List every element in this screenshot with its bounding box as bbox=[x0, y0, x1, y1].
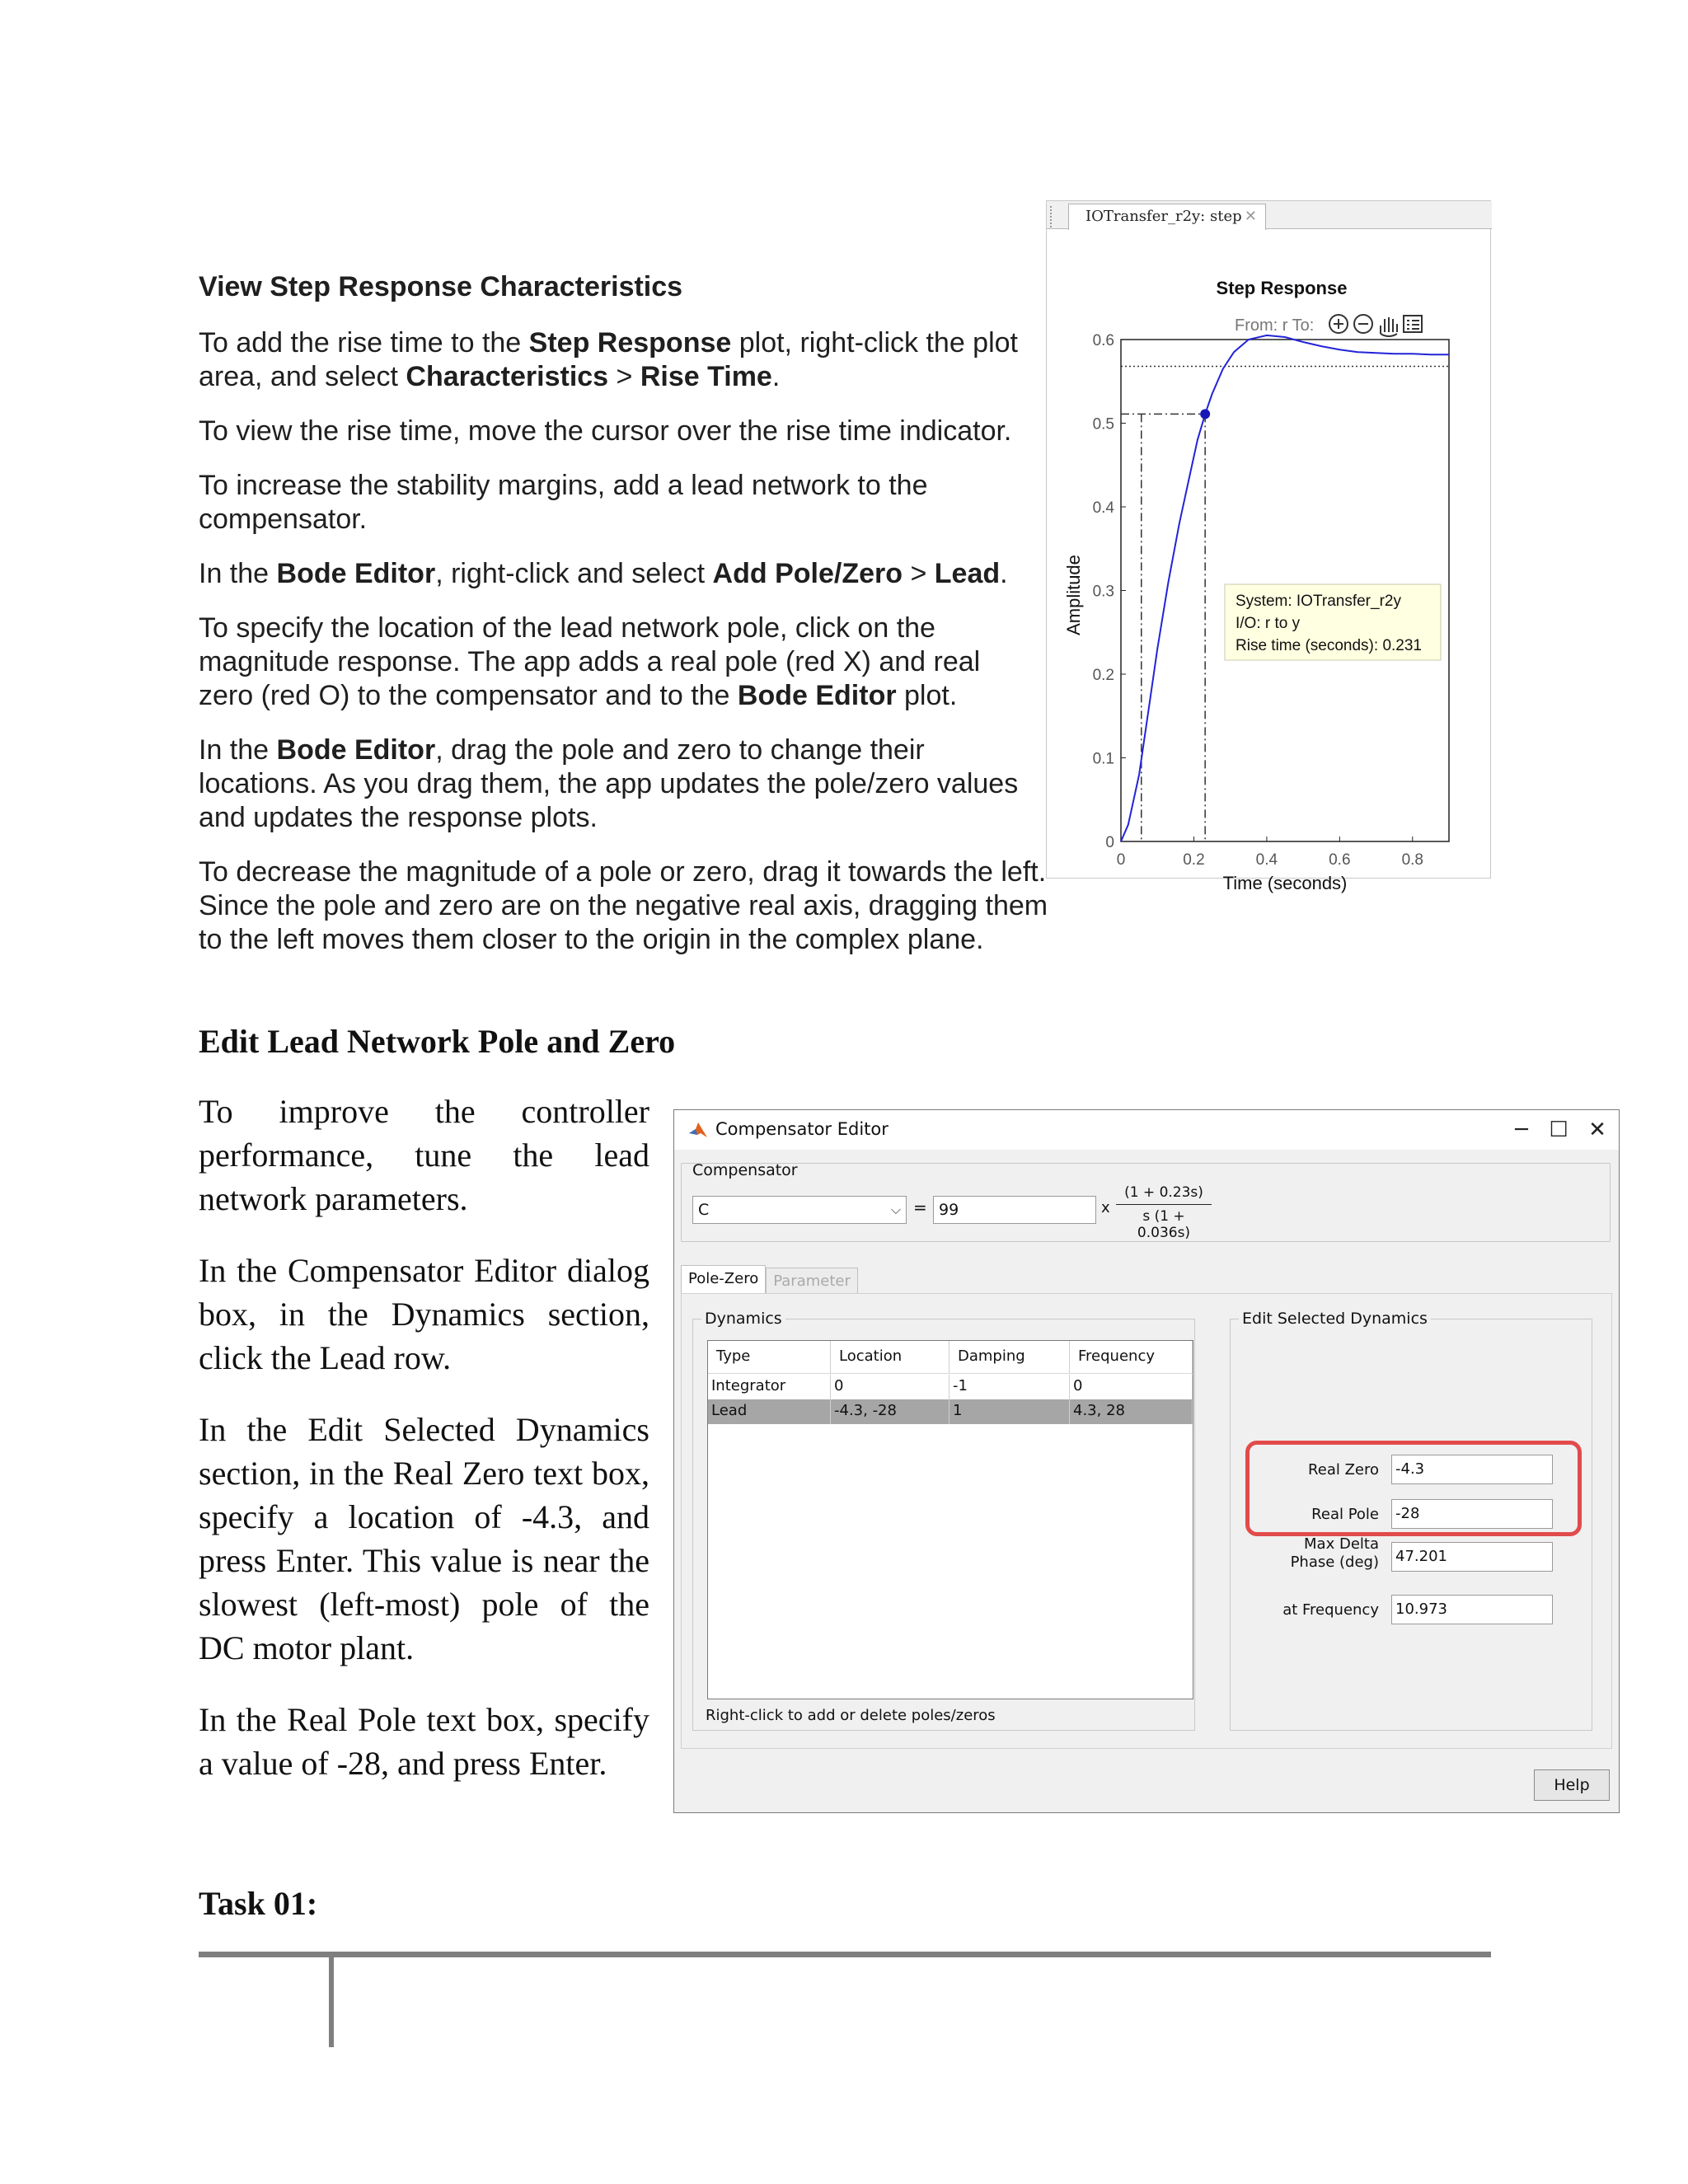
paragraph: To improve the controller performance, tune the lead network parameters. bbox=[199, 1093, 649, 1217]
edit-selected-dynamics-group bbox=[1230, 1310, 1592, 1731]
text: . bbox=[1000, 558, 1008, 589]
text: , right-click and select bbox=[435, 558, 713, 589]
pole-zero-panel bbox=[681, 1293, 1612, 1749]
bold-text: Lead bbox=[934, 558, 1001, 589]
text: , drag the pole and zero to change their locations. As you drag them, the app updates the pole/zero values and updates the response plots. bbox=[199, 734, 1019, 833]
vertical-rule bbox=[329, 1955, 334, 2047]
max-delta-label bbox=[1255, 1535, 1379, 1572]
close-icon[interactable]: ✕ bbox=[1588, 1118, 1606, 1142]
figure-tab-bar bbox=[1047, 201, 1492, 229]
table-header bbox=[708, 1341, 1193, 1374]
bold-text: Bode Editor bbox=[276, 558, 436, 589]
tooltip-io: I/O: r to y bbox=[1236, 615, 1301, 632]
horizontal-rule bbox=[199, 1952, 1491, 1957]
table-cell: 0 bbox=[831, 1375, 950, 1399]
column-header[interactable]: Type bbox=[708, 1341, 831, 1374]
table-cell: -4.3, -28 bbox=[831, 1399, 950, 1424]
text: plot, right-click the plot area, and select bbox=[199, 327, 1018, 392]
x-tick-label: 0 bbox=[1116, 851, 1126, 869]
real-pole-input[interactable]: -28 bbox=[1391, 1499, 1553, 1529]
table-row-integrator[interactable] bbox=[708, 1375, 1193, 1399]
tab-parameter[interactable]: Parameter bbox=[766, 1268, 858, 1293]
dynamics-group bbox=[692, 1310, 1195, 1731]
zoom-in-icon[interactable] bbox=[1329, 315, 1348, 333]
compensator-label: Compensator bbox=[692, 1161, 798, 1179]
section-heading: View Step Response Characteristics bbox=[199, 271, 683, 302]
close-tab-icon[interactable]: ✕ bbox=[1244, 208, 1257, 225]
at-frequency-label: at Frequency bbox=[1282, 1601, 1379, 1619]
formula-numerator: (1 + 0.23s) bbox=[1116, 1184, 1212, 1205]
y-tick-label: 0.4 bbox=[1092, 499, 1114, 517]
maximize-icon[interactable]: ☐ bbox=[1549, 1118, 1568, 1142]
pan-hand-icon[interactable] bbox=[1381, 317, 1397, 336]
figure-tab[interactable] bbox=[1068, 204, 1266, 230]
table-row-lead[interactable] bbox=[708, 1399, 1193, 1424]
bold-text: Rise Time bbox=[640, 361, 772, 392]
max-delta-phase-input[interactable]: 47.201 bbox=[1391, 1542, 1553, 1572]
table-cell: -1 bbox=[950, 1375, 1070, 1399]
text: To specify the location of the lead network pole, click on the magnitude response. The app adds a real pole (red X) and real zero (red O) to the compensator and to the bbox=[199, 612, 981, 711]
zoom-out-icon[interactable] bbox=[1354, 315, 1372, 333]
minimize-icon[interactable]: ─ bbox=[1515, 1118, 1528, 1142]
figure-tab-label: IOTransfer_r2y: step bbox=[1085, 208, 1242, 225]
x-tick-label: 0.4 bbox=[1255, 851, 1278, 869]
formula-denominator: s (1 + 0.036s) bbox=[1137, 1208, 1191, 1241]
tooltip-system: System: IOTransfer_r2y bbox=[1236, 593, 1401, 610]
table-cell: Integrator bbox=[708, 1375, 831, 1399]
compensator-select-value: C bbox=[698, 1201, 710, 1219]
chevron-down-icon: ⌵ bbox=[890, 1202, 901, 1217]
compensator-formula bbox=[1116, 1184, 1212, 1241]
table-cell: 4.3, 28 bbox=[1070, 1399, 1193, 1424]
step-response-instructions bbox=[199, 270, 1052, 977]
paragraph bbox=[199, 326, 1052, 394]
text: In the bbox=[199, 734, 277, 766]
multiply-sign: x bbox=[1101, 1199, 1110, 1216]
dialog-title: Compensator Editor bbox=[715, 1119, 889, 1139]
compensator-editor-dialog bbox=[673, 1109, 1620, 1813]
bold-text: Bode Editor bbox=[276, 734, 436, 766]
text: plot. bbox=[896, 680, 958, 711]
bold-text: Characteristics bbox=[406, 361, 609, 392]
table-cell: 0 bbox=[1070, 1375, 1193, 1399]
tab-pole-zero[interactable]: Pole-Zero bbox=[681, 1265, 766, 1293]
rise-time-marker[interactable] bbox=[1200, 409, 1210, 419]
x-tick-label: 0.2 bbox=[1183, 851, 1205, 869]
compensator-select[interactable] bbox=[692, 1196, 907, 1224]
paragraph bbox=[199, 733, 1023, 835]
x-tick-label: 0.6 bbox=[1329, 851, 1351, 869]
column-header[interactable]: Damping bbox=[950, 1341, 1070, 1374]
max-delta-label-line1: Max Delta bbox=[1304, 1535, 1379, 1553]
real-zero-input[interactable]: -4.3 bbox=[1391, 1455, 1553, 1484]
text: . bbox=[771, 361, 781, 392]
paragraph: To decrease the magnitude of a pole or zero, drag it towards the left. Since the pole and zero are on the negative real axis, dragging them to the left moves them closer to the origin in the complex plane. bbox=[199, 856, 1048, 955]
bold-text: Step Response bbox=[528, 327, 732, 359]
paragraph: To increase the stability margins, add a lead network to the compensator. bbox=[199, 470, 928, 535]
dynamics-label: Dynamics bbox=[701, 1310, 785, 1328]
drag-grip-icon[interactable] bbox=[1050, 206, 1055, 227]
equals-sign: = bbox=[913, 1197, 927, 1217]
column-header[interactable]: Location bbox=[831, 1341, 950, 1374]
at-frequency-input[interactable]: 10.973 bbox=[1391, 1595, 1553, 1624]
edit-dynamics-label: Edit Selected Dynamics bbox=[1239, 1310, 1431, 1328]
paragraph: In the Compensator Editor dialog box, in the Dynamics section, click the Lead row. bbox=[199, 1252, 649, 1376]
y-tick-label: 0.1 bbox=[1092, 750, 1114, 768]
chart-title: Step Response bbox=[1216, 278, 1348, 298]
paragraph: In the Edit Selected Dynamics section, in the Real Zero text box, specify a location of -4.3, and press Enter. This value is near the slowest (left-most) pole of the DC motor plant. bbox=[199, 1411, 649, 1666]
text: In the bbox=[199, 558, 277, 589]
step-response-figure bbox=[1046, 200, 1491, 893]
tooltip-rise-time: Rise time (seconds): 0.231 bbox=[1236, 637, 1422, 654]
x-axis-label: Time (seconds) bbox=[1222, 873, 1348, 893]
text: > bbox=[608, 361, 640, 392]
paragraph: In the Real Pole text box, specify a value of -28, and press Enter. bbox=[199, 1701, 649, 1782]
bold-text: Bode Editor bbox=[737, 680, 897, 711]
tab-strip bbox=[681, 1265, 858, 1293]
matlab-logo-icon bbox=[687, 1119, 709, 1141]
table-cell: 1 bbox=[950, 1399, 1070, 1424]
real-zero-label: Real Zero bbox=[1308, 1461, 1379, 1479]
y-tick-label: 0.5 bbox=[1092, 415, 1114, 434]
paragraph: To view the rise time, move the cursor over the rise time indicator. bbox=[199, 415, 1012, 447]
legend-icon[interactable] bbox=[1404, 316, 1422, 332]
gain-input[interactable]: 99 bbox=[933, 1196, 1096, 1224]
text: To add the rise time to the bbox=[199, 327, 529, 359]
step-response-plot[interactable] bbox=[1047, 230, 1490, 893]
paragraph bbox=[199, 612, 1023, 713]
y-tick-label: 0.6 bbox=[1092, 332, 1114, 349]
bold-text: Add Pole/Zero bbox=[712, 558, 903, 589]
y-tick-label: 0.3 bbox=[1092, 583, 1114, 601]
lead-network-instructions bbox=[199, 1090, 649, 1813]
dynamics-hint: Right-click to add or delete poles/zeros bbox=[706, 1707, 996, 1724]
column-header[interactable]: Frequency bbox=[1070, 1341, 1193, 1374]
x-tick-label: 0.8 bbox=[1401, 851, 1423, 869]
paragraph bbox=[199, 557, 1052, 591]
task-heading: Task 01: bbox=[199, 1885, 318, 1922]
from-to-label: From: r To: bbox=[1235, 316, 1315, 335]
y-axis-label: Amplitude bbox=[1063, 555, 1084, 635]
text: > bbox=[903, 558, 935, 589]
title-bar bbox=[674, 1110, 1619, 1150]
real-pole-label: Real Pole bbox=[1311, 1506, 1379, 1523]
dynamics-table[interactable] bbox=[707, 1340, 1193, 1699]
y-tick-label: 0.2 bbox=[1092, 667, 1114, 684]
rise-time-tooltip bbox=[1225, 584, 1441, 660]
table-cell: Lead bbox=[708, 1399, 831, 1424]
y-tick-label: 0 bbox=[1105, 834, 1114, 851]
section-heading: Edit Lead Network Pole and Zero bbox=[199, 1023, 676, 1060]
help-button[interactable]: Help bbox=[1534, 1769, 1610, 1801]
max-delta-label-line2: Phase (deg) bbox=[1290, 1554, 1379, 1571]
